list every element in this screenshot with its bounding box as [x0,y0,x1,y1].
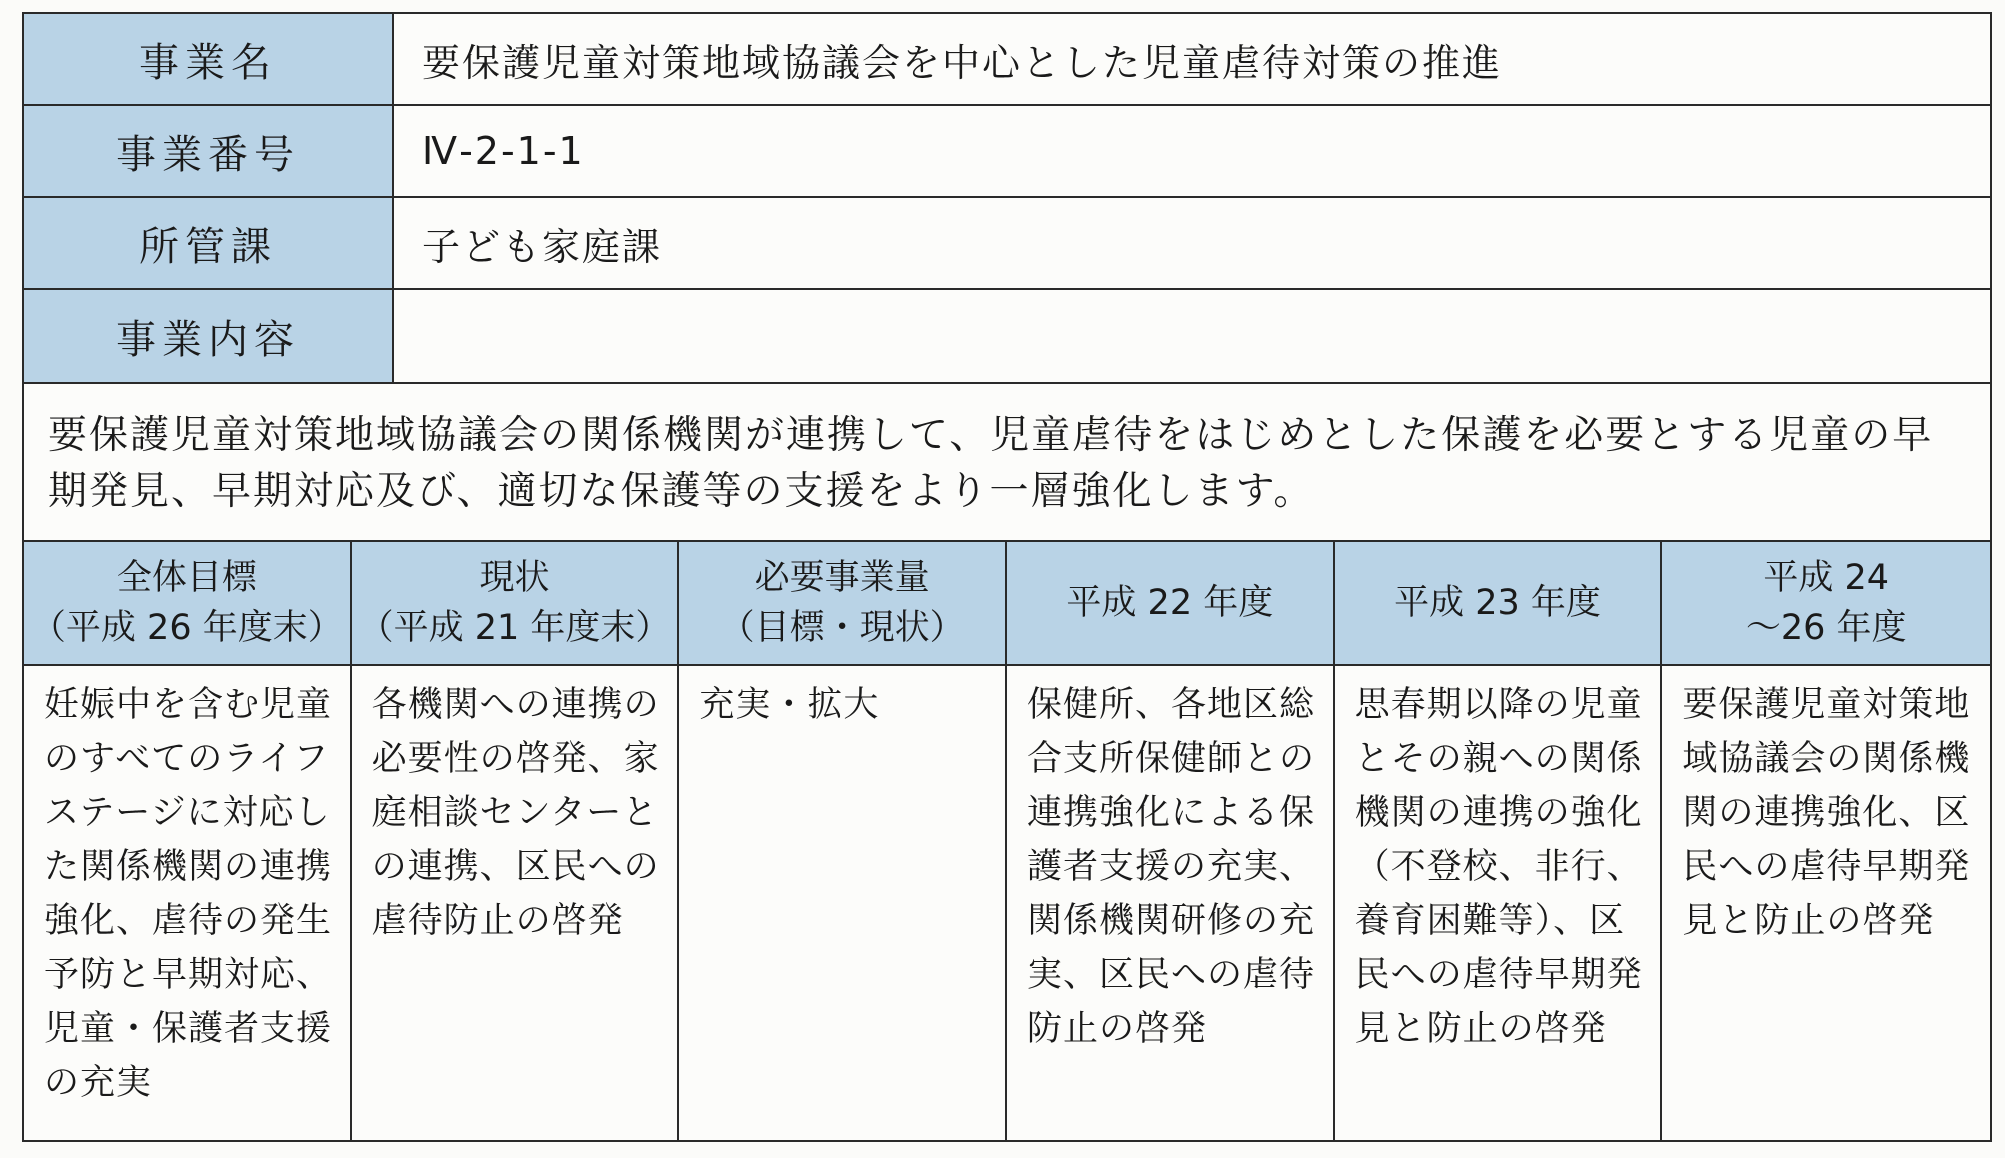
cell-required-volume: 充実・拡大 [679,666,1007,1140]
info-label: 事業番号 [24,106,394,196]
header-line: ～26 年度 [1745,608,1907,648]
info-row-department [24,198,1990,290]
info-value: 要保護児童対策地域協議会を中心とした児童虐待対策の推進 [394,14,1990,104]
header-line: （目標・現状） [719,608,965,648]
info-value [394,290,1990,382]
info-row-project-name [24,14,1990,106]
info-value: 子ども家庭課 [394,198,1990,288]
info-value: Ⅳ-2-1-1 [394,106,1990,196]
header-line: 必要事業量 [754,558,930,598]
header-required-volume [679,542,1007,666]
header-fy24-26 [1662,542,1990,666]
header-line: 平成 24 [1763,558,1889,598]
plan-table [22,540,1992,1142]
cell-current-status: 各機関への連携の必要性の啓発、家庭相談センターとの連携、区民への虐待防止の啓発 [352,666,680,1140]
info-label: 事業内容 [24,290,394,382]
header-line: （平成 26 年度末） [30,608,343,648]
cell-fy24-26: 要保護児童対策地域協議会の関係機関の連携強化、区民への虐待早期発見と防止の啓発 [1662,666,1990,1140]
header-line: 全体目標 [116,558,257,598]
cell-fy22: 保健所、各地区総合支所保健師との連携強化による保護者支援の充実、関係機関研修の充実、区民への虐待防止の啓発 [1007,666,1335,1140]
info-table [22,12,1992,382]
header-current-status [352,542,680,666]
header-line: （平成 21 年度末） [358,608,671,648]
project-description: 要保護児童対策地域協議会の関係機関が連携して、児童虐待をはじめとした保護を必要とする児童の早期発見、早期対応及び、適切な保護等の支援をより一層強化します。 [22,382,1992,540]
header-overall-goal [24,542,352,666]
header-line: 現状 [479,558,550,598]
info-row-project-content [24,290,1990,382]
header-line: 平成 23 年度 [1394,583,1601,623]
header-fy22 [1007,542,1335,666]
cell-overall-goal: 妊娠中を含む児童のすべてのライフステージに対応した関係機関の連携強化、虐待の発生予防と早期対応、児童・保護者支援の充実 [24,666,352,1140]
info-label: 所管課 [24,198,394,288]
info-row-project-number [24,106,1990,198]
cell-fy23: 思春期以降の児童とその親への関係機関の連携の強化（不登校、非行、養育困難等）、区民への虐待早期発見と防止の啓発 [1335,666,1663,1140]
header-line: 平成 22 年度 [1066,583,1274,623]
header-fy23 [1335,542,1663,666]
info-label: 事業名 [24,14,394,104]
